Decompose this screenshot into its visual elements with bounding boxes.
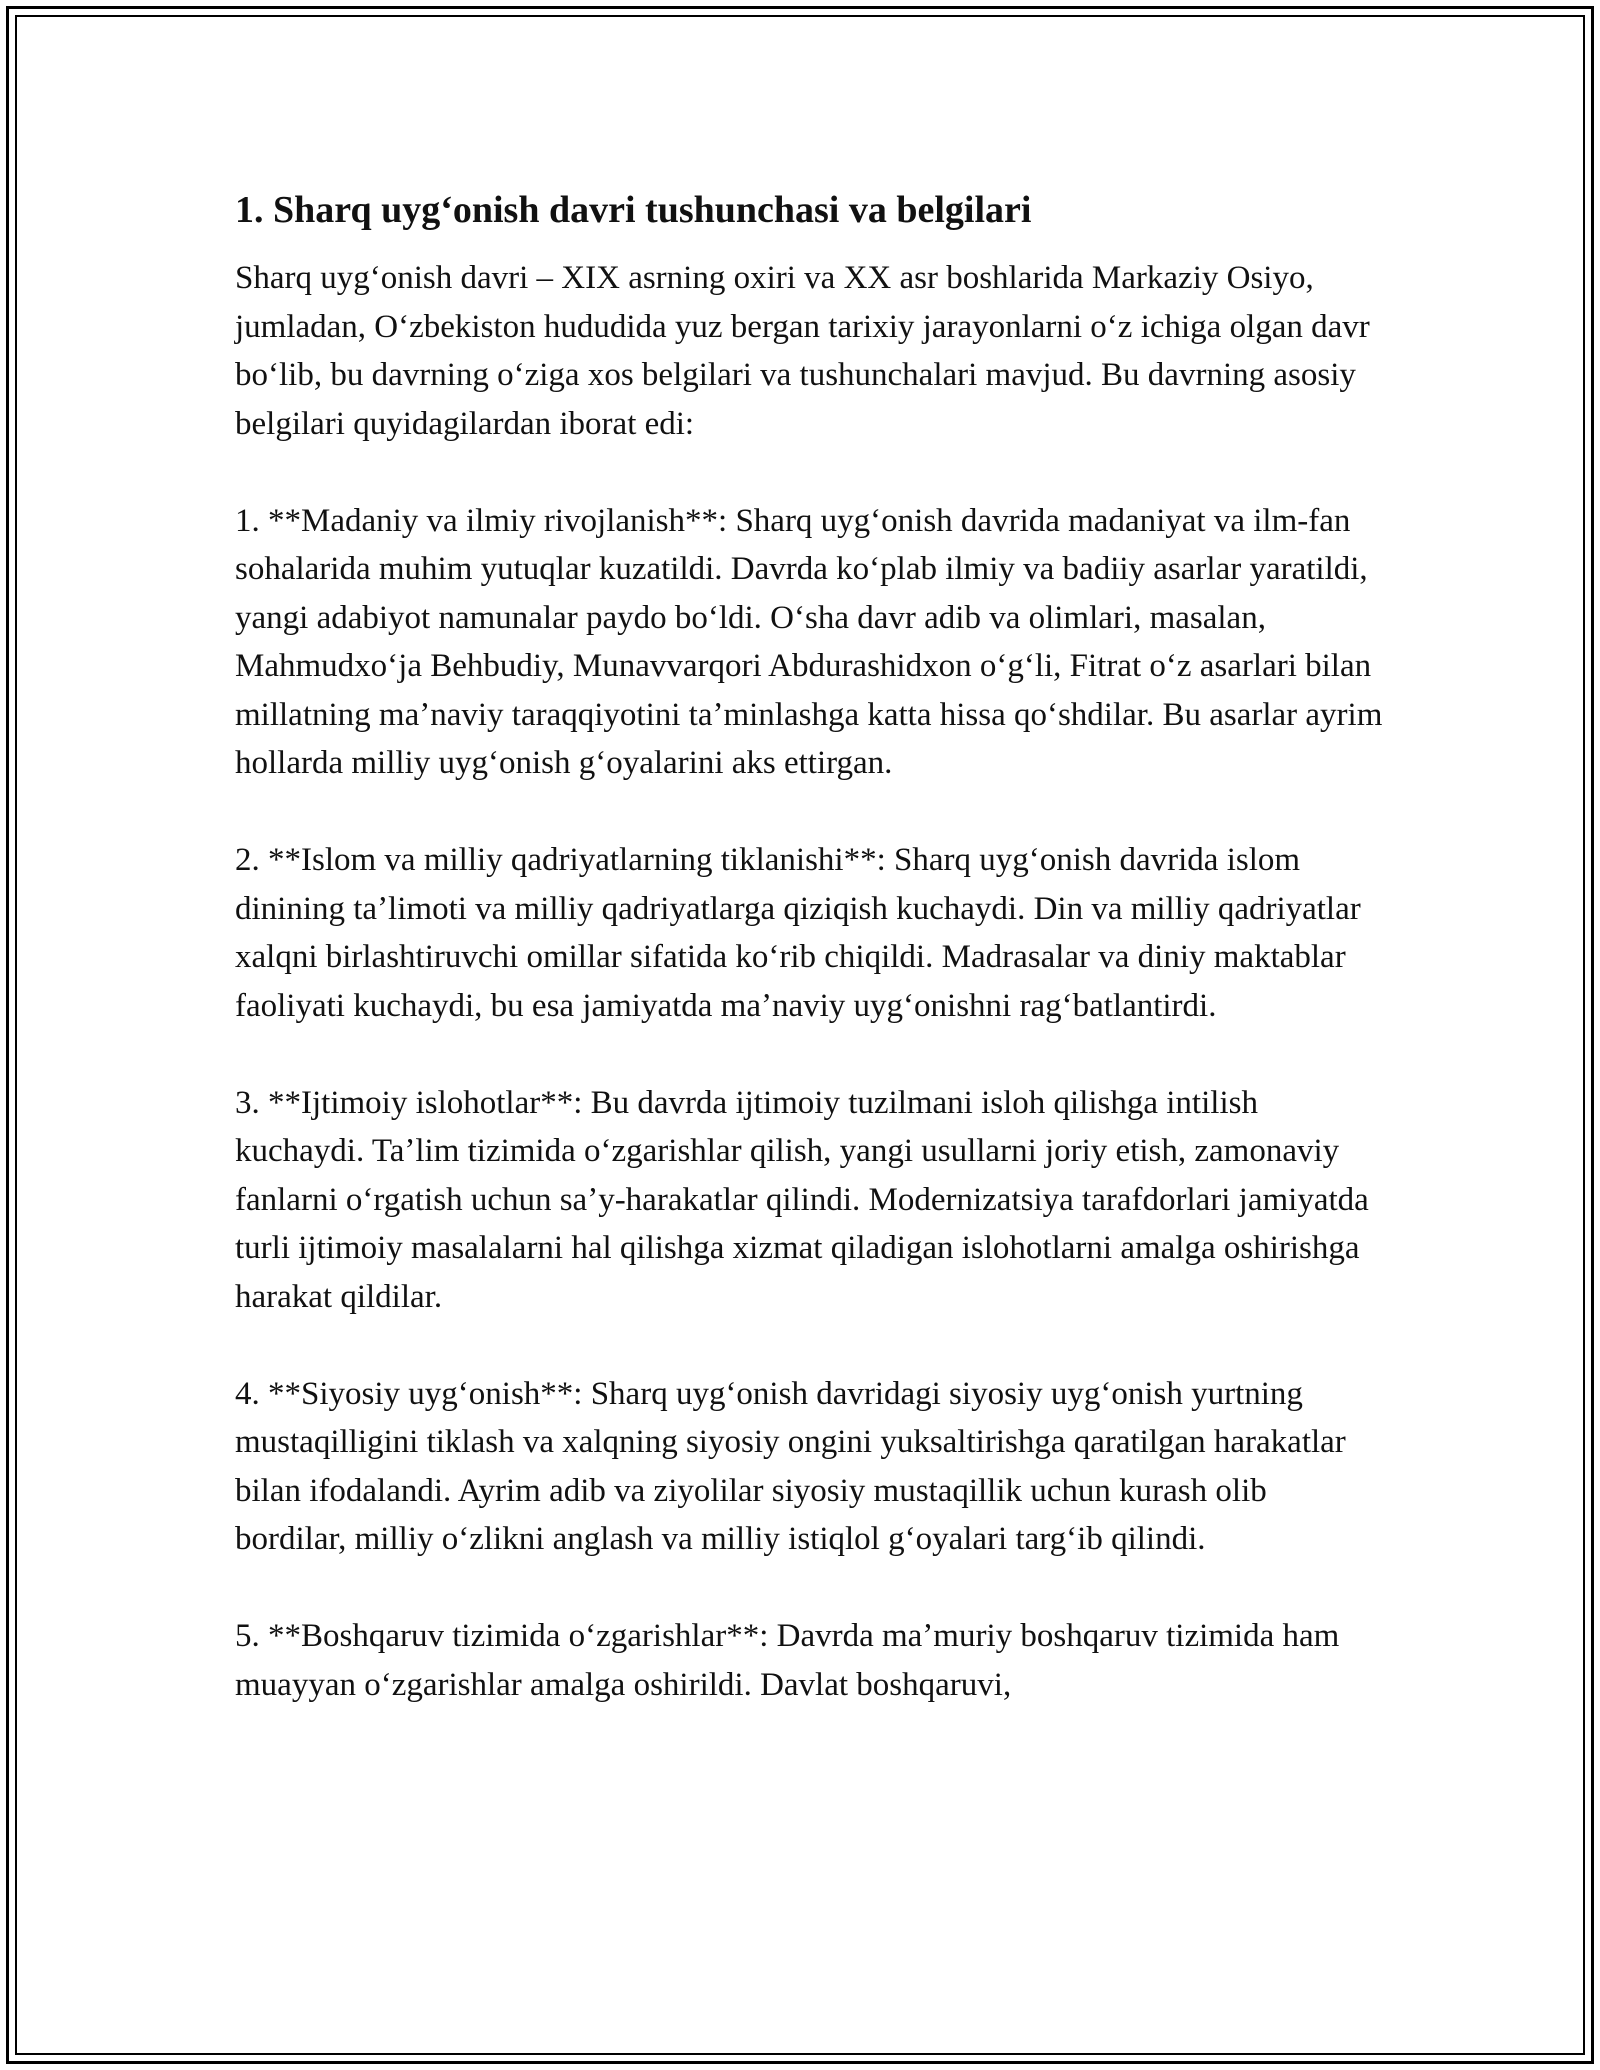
section-heading: 1. Sharq uygʻonish davri tushunchasi va belgilari	[235, 189, 1032, 231]
list-item-1: 1. **Madaniy va ilmiy rivojlanish**: Sharq uygʻonish davrida madaniyat va ilm-fan sohalarida muhim yutuqlar kuzatildi. Davrda koʻplab ilmiy va badiiy asarlar yaratildi, yangi adabiyot namunalar paydo boʻldi. Oʻsha davr adib va olimlari, masalan, Mahmudxoʻja Behbudiy, Munavvarqori Abdurashidxon oʻgʻli, Fitrat oʻz asarlari bilan millatning maʼnaviy taraqqiyotini taʼminlashga katta hissa qoʻshdilar. Bu asarlar ayrim hollarda milliy uygʻonish gʻoyalarini aks ettirgan.	[235, 502, 1383, 781]
list-item-3: 3. **Ijtimoiy islohotlar**: Bu davrda ijtimoiy tuzilmani isloh qilishga intilish kuchaydi. Taʼlim tizimida oʻzgarishlar qilish, yangi usullarni joriy etish, zamonaviy fanlarni oʻrgatish uchun saʼy-harakatlar qilindi. Modernizatsiya tarafdorlari jamiyatda turli ijtimoiy masalalarni hal qilishga xizmat qiladigan islohotlarni amalga oshirishga harakat qildilar.	[235, 1084, 1369, 1315]
list-item-4: 4. **Siyosiy uygʻonish**: Sharq uygʻonish davridagi siyosiy uygʻonish yurtning mustaqilligini tiklash va xalqning siyosiy ongini yuksaltirishga qaratilgan harakatlar bilan ifodalandi. Ayrim adib va ziyolilar siyosiy mustaqillik uchun kurash olib bordilar, milliy oʻzlikni anglash va milliy istiqlol gʻoyalari targʻib qilindi.	[235, 1375, 1346, 1557]
intro-paragraph: Sharq uygʻonish davri – XIX asrning oxiri va XX asr boshlarida Markaziy Osiyo, jumladan, Oʻzbekiston hududida yuz bergan tarixiy jarayonlarni oʻz ichiga olgan davr boʻlib, bu davrning oʻziga xos belgilari va tushunchalari mavjud. Bu davrning asosiy belgilari quyidagilardan iborat edi:	[235, 260, 1370, 442]
list-item-5: 5. **Boshqaruv tizimida oʻzgarishlar**: Davrda maʼmuriy boshqaruv tizimida ham muayyan oʻzgarishlar amalga oshirildi. Davlat boshqaruvi,	[235, 1618, 1340, 1703]
list-item-2: 2. **Islom va milliy qadriyatlarning tiklanishi**: Sharq uygʻonish davrida islom dinining taʼlimoti va milliy qadriyatlarga qiziqish kuchaydi. Din va milliy qadriyatlar xalqni birlashtiruvchi omillar sifatida koʻrib chiqildi. Madrasalar va diniy maktablar faoliyati kuchaydi, bu esa jamiyatda maʼnaviy uygʻonishni ragʻbatlantirdi.	[235, 842, 1361, 1024]
document-body	[235, 186, 1385, 1709]
